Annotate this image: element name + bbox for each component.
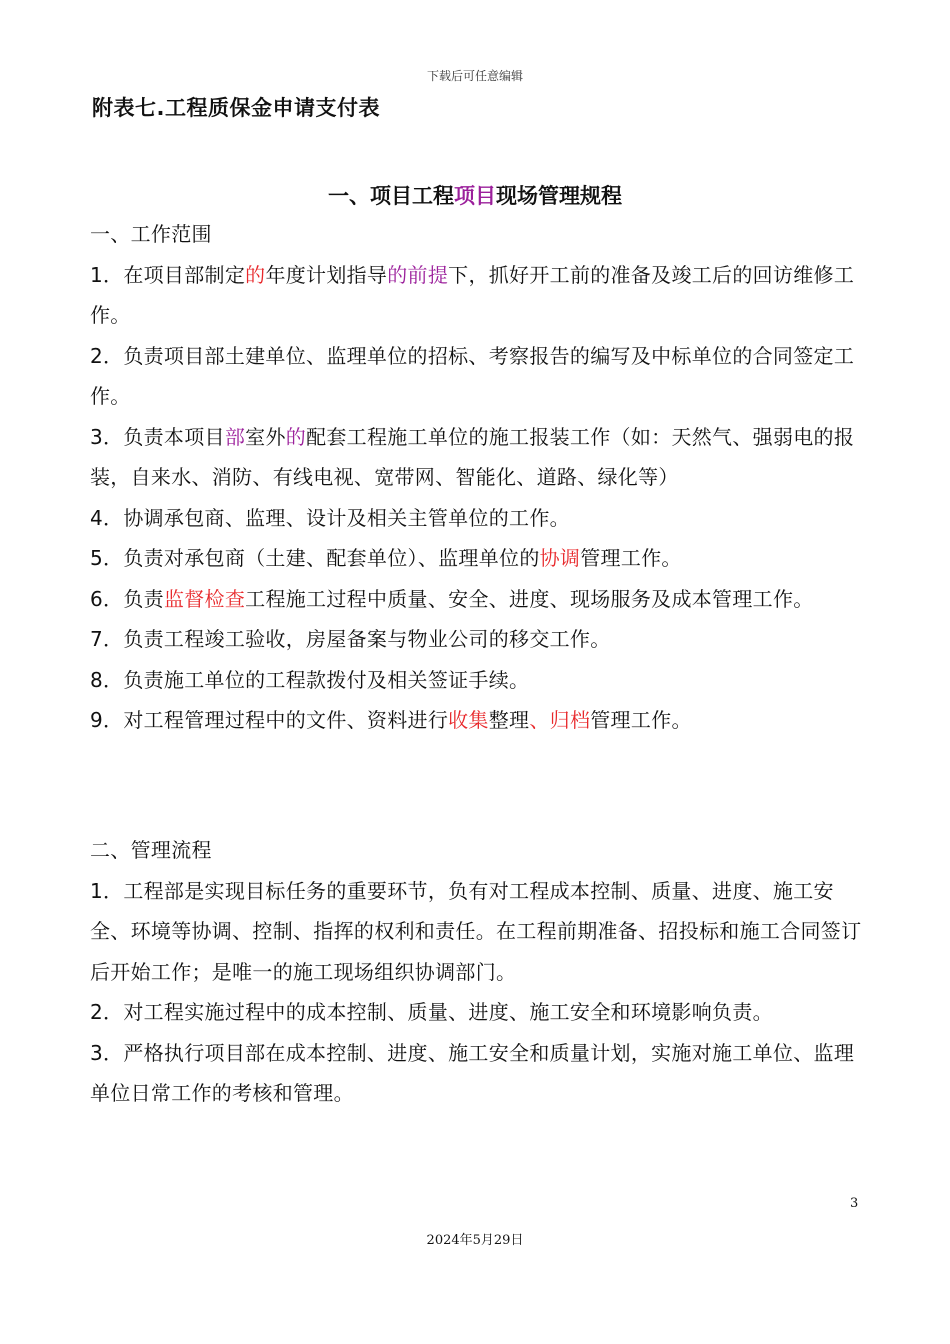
main-title-post: 现场管理规程 (496, 184, 622, 208)
item-highlight: 、归档 (529, 708, 591, 732)
section-management-process (90, 830, 865, 1114)
item-text: 下，抓好开工前的准备及竣工后的回访维修工作。 (90, 262, 855, 327)
page-number: 3 (850, 1196, 859, 1211)
item-text: 整理 (488, 708, 530, 732)
scope-item-9 (90, 700, 865, 741)
main-title-pre: 一、项目工程 (328, 184, 454, 208)
scope-item-1 (90, 255, 865, 336)
section-heading: 二、管理流程 (90, 838, 212, 862)
footer-date: 2024年5月29日 (426, 1233, 524, 1248)
item-highlight: 的 (285, 424, 307, 449)
section-work-scope (90, 214, 865, 741)
item-highlight: 监督检查 (163, 586, 246, 611)
attachment-title: 附表七.工程质保金申请支付表 (92, 96, 380, 120)
item-text: 年度计划指导 (265, 262, 388, 287)
section-heading: 一、工作范围 (90, 222, 212, 246)
scope-item-5 (90, 538, 865, 579)
process-item-1: 1．工程部是实现目标任务的重要环节，负有对工程成本控制、质量、进度、施工安全、环境等协调、控制、指挥的权利和责任。在工程前期准备、招投标和施工合同签订后开始工作；是唯一的施工现场组织协调部门。 (90, 878, 862, 984)
scope-item-7: 7．负责工程竣工验收，房屋备案与物业公司的移交工作。 (90, 627, 611, 651)
scope-item-2: 2．负责项目部土建单位、监理单位的招标、考察报告的编写及中标单位的合同签定工作。 (90, 343, 855, 408)
item-highlight: 协调 (539, 546, 581, 570)
item-text: 管理工作。 (590, 708, 692, 732)
process-item-3: 3．严格执行项目部在成本控制、进度、施工安全和质量计划，实施对施工单位、监理单位日常工作的考核和管理。 (90, 1040, 855, 1105)
scope-item-8: 8．负责施工单位的工程款拨付及相关签证手续。 (90, 667, 530, 692)
item-highlight: 的前提 (387, 262, 449, 287)
scope-item-4: 4．协调承包商、监理、设计及相关主管单位的工作。 (90, 505, 570, 530)
item-text: 1．在项目部制定 (90, 262, 246, 287)
main-title (0, 180, 950, 210)
main-title-highlight: 项目 (454, 184, 496, 208)
item-highlight: 的 (245, 262, 266, 287)
header-note: 下载后可任意编辑 (426, 69, 523, 83)
item-text: 3．负责本项目 (90, 424, 225, 449)
item-text: 5．负责对承包商（土建、配套单位）、监理单位的 (90, 546, 540, 570)
scope-item-3 (90, 417, 865, 498)
item-text: 工程施工过程中质量、安全、进度、现场服务及成本管理工作。 (245, 586, 814, 611)
item-highlight: 部 (224, 424, 246, 449)
item-text: 管理工作。 (580, 546, 682, 570)
process-item-2: 2．对工程实施过程中的成本控制、质量、进度、施工安全和环境影响负责。 (90, 1000, 773, 1024)
item-highlight: 收集 (448, 708, 489, 732)
item-text: 室外 (245, 424, 286, 449)
item-text: 9．对工程管理过程中的文件、资料进行 (90, 708, 449, 732)
item-text: 配套工程施工单位的施工报装工作（如：天然气、强弱电的报装，自来水、消防、有线电视、宽带网、智能化、道路、绿化等） (90, 424, 855, 489)
scope-item-6 (90, 579, 865, 620)
item-text: 6．负责 (90, 586, 164, 611)
